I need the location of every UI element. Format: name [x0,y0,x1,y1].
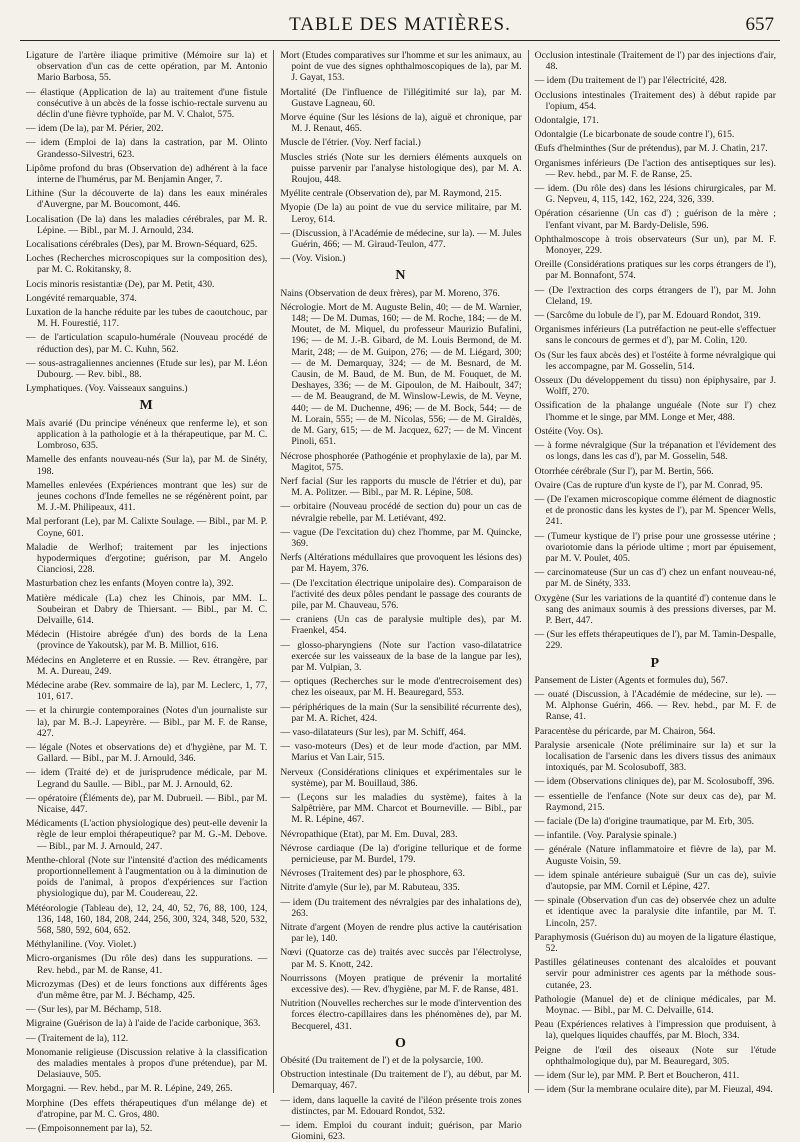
index-entry: Otorrhée cérébrale (Sur l'), par M. Bertin, 566. [534,465,714,477]
index-entry: — idem. (Du rôle des) dans les lésions chirurgicales, par M. G. Nepveu, 4, 115, 142, 162, 224, 326, 339. [534,183,776,206]
index-entry: — (De l'examen microscopique comme élément de diagnostic et de pronostic dans les kystes de l'), par M. Spencer Wells, 241. [534,493,776,528]
index-entry: Nitrate d'argent (Moyen de rendre plus active la cautérisation par le), 140. [280,922,522,945]
index-entry: Mamelle des enfants nouveau-nés (Sur la), par M. de Sinéty, 198. [26,454,268,477]
index-entry: — (De l'excitation électrique unipolaire des). Comparaison de l'activité des deux pôles pendant le passage des courants de pile, par M. Chauveau, 576. [280,577,522,611]
index-entry: — (Tumeur kystique de l') prise pour une grossesse utérine ; ovariotomie dans la période ultime ; mort par épuisement, par M. V. Poulet, 405. [534,530,776,564]
index-entry: — générale (Nature inflammatoire et fièvre de la), par M. Auguste Voisin, 59. [534,844,776,867]
index-entry: Osseux (Du développement du tissu) non épiphysaire, par J. Wolff, 270. [534,375,776,398]
index-entry: — vaso-dilatateurs (Sur les), par M. Schiff, 464. [280,726,466,738]
index-entry: Névroses (Traitement des) par le phosphore, 63. [280,868,465,880]
index-entry: Luxation de la hanche réduite par les tubes de caoutchouc, par M. H. Fourestié, 117. [26,307,268,330]
index-entry: Médecine arabe (Rev. sommaire de la), par M. Leclerc, 1, 77, 101, 617. [26,679,268,703]
index-entry: — idem. Emploi du courant induit; guérison, par Mario Giomini, 623. [280,1120,522,1142]
index-entry: Myopie (De la) au point de vue du service militaire, par M. Leroy, 614. [280,202,522,225]
index-column-left [20,50,273,1135]
index-entry: Obstruction intestinale (Du traitement de l'), au début, par M. Demarquay, 467. [280,1069,522,1092]
index-entry: Pathologie (Manuel de) et de clinique médicales, par M. Moynac. — Bibl., par M. C. Delvaille, 614. [534,993,776,1017]
index-entry: Nœvi (Quatorze cas de) traités avec succès par l'électrolyse, par M. S. Knott, 242. [280,947,522,970]
index-entry: Ostéite (Voy. Os). [534,425,604,437]
index-entry: Organismes inférieurs (De l'action des antiseptiques sur les). — Rev. hebd., par M. F. de Ranse, 25. [534,157,776,180]
index-entry: — idem spinale antérieure subaiguë (Sur un cas de), suivie d'autopsie, par MM. Cornil et Lépine, 427. [534,869,776,892]
index-entry: — spinale (Observation d'un cas de) observée chez un adulte et identique avec la paralysie dite infantile, par M. T. Lincoln, 257. [534,895,776,929]
index-entry: Lipôme profond du bras (Observation de) adhérent à la face interne de l'humérus, par M. Benjamin Anger, 7. [26,162,268,186]
index-entry: Paracentèse du péricarde, par M. Chairon, 564. [534,725,716,737]
index-entry: Nitrite d'amyle (Sur le), par M. Rabuteau, 335. [280,882,460,894]
index-entry: Nécrologie. Mort de M. Auguste Belin, 40; — de M. Warnier, 148; — De M. Dumas, 160; — de M. Roche, 184; — de M. Moutet, de M. Miquel, du professeur Maurizio Bufalini, 196; — de M. J.-B. Gibard, de M. Louis Bermond, de M. Marit, 248; — de M. Guipon, 276; — de M. Liégard, 300; — de M. Demarquay, 324; — de M. Besnard, de M. Causin, de M. Baud, de M. Bun, de M. Fouquet, de M. Deshayes, 336; — de M. Gipoulon, de M. Haiboult, 347; — de M. Beaugrand, de M. Winslow-Lewis, de M. Veyne, 440; — de M. Duchenne, 496; — de M. Bock, 544; — de M. Lorain, 555; — de M. Nicolas, 556; — de M. Giraldès, de M. Gary, 615; — de M. Jacquez, 627; — de M. Vincent Pinoli, 651. [280,301,522,448]
index-entry: Maladie de Werlhof; traitement par les injections hypodermiques d'ergotine; guérison, par M. Angelo Cianciosi, 228. [26,541,268,576]
index-entry: Névropathique (Etat), par M. Em. Duval, 283. [280,828,458,840]
index-entry: — idem (Emploi de la) dans la castration, par M. Olinto Grandesso-Silvestri, 623. [26,137,268,160]
section-letter: N [395,268,407,284]
index-entry: — (Sarcôme du lobule de l'), par M. Edouard Rondot, 319. [534,310,761,322]
index-entry: Mamelles enlevées (Expériences montrant que les) sur de jeunes cochons d'Inde femelles ne se régénèrent point, par M. J.-M. Philipeaux, 411. [26,479,268,514]
index-entry: — idem (De la), par M. Périer, 202. [26,123,164,135]
index-entry: Mortalité (De l'influence de l'illégitimité sur la), par M. Gustave Lagneau, 60. [280,86,522,109]
index-entry: — vague (De l'excitation du) chez l'homme, par M. Quincke, 369. [280,526,522,549]
index-column-middle [273,50,527,1142]
index-entry: Muscle de l'étrier. (Voy. Nerf facial.) [280,137,421,149]
index-entry: Médicaments (L'action physiologique des) peut-elle devenir la règle de leur emploi thérapeutique? par M. G.-M. Debove. — Bibl., par M. J. Arnould, 247. [26,818,268,852]
index-entry: Loches (Recherches microscopiques sur la composition des), par M. C. Rokitansky, 8. [26,253,268,276]
index-entry: Morphine (Des effets thérapeutiques d'un mélange de) et d'atropine, par M. C. Gros, 480. [26,1097,268,1120]
index-entry: — élastique (Application de la) au traitement d'une fistule consécutive à un abcès de la fosse ischio-rectale survenu au déclin d'une fièvre typhoïde, par M. V. Chalot, 575. [26,86,268,121]
index-entry: Menthe-chloral (Note sur l'intensité d'action des médicaments proportionnellement à l'augmentation ou à la diminution de poids de l'animal, à propos d'expériences sur l'action physiologique du), par M. Coudereau, 22. [26,854,268,900]
index-entry: — opératoire (Éléments de), par M. Dubrueil. — Bibl., par M. Nicaise, 447. [26,792,268,815]
index-entry: Ligature de l'artère iliaque primitive (Mémoire sur la) et observation d'un cas de cette opération, par M. Antonio Mario Barbosa, 55. [26,50,268,84]
index-entry: — carcinomateuse (Sur un cas d') chez un enfant nouveau-né, par M. de Sinéty, 333. [534,567,776,590]
index-entry: Occlusions intestinales (Traitement des) à début rapide par l'opium, 454. [534,89,776,112]
index-entry: Mort (Etudes comparatives sur l'homme et sur les animaux, au point de vue des signes ophthalmoscopiques de la), par M. J. Gayat, 153. [280,50,522,84]
page-number: 657 [745,14,774,35]
index-entry: Matière médicale (La) chez les Chinois, par MM. L. Soubeiran et Dabry de Thiersant. — Bibl., par M. C. Delvaille, 614. [26,592,268,626]
index-entry: Ossification de la phalange unguéale (Note sur l') chez l'homme et le singe, par MM. Longe et Mer, 488. [534,400,776,423]
index-columns [20,50,782,1142]
index-entry: — légale (Notes et observations de) et d'hygiène, par M. T. Gallard. — Bibl., par M. J. Arnould, 346. [26,741,268,765]
index-entry: — idem (Du traitement de l') par l'électricité, 428. [534,75,727,87]
index-entry: Migraine (Guérison de la) à l'aide de l'acide carbonique, 363. [26,1018,261,1030]
index-entry: — de l'articulation scapulo-humérale (Nouveau procédé de réduction des), par M. C. Kuhn, 562. [26,332,268,355]
index-entry: Localisation (De la) dans les maladies cérébrales, par M. R. Lépine. — Bibl., par M. J. Arnould, 234. [26,213,268,236]
index-entry: Oxygène (Sur les variations de la quantité d') contenue dans le sang des animaux soumis à des pressions diverses, par M. P. Bert, 447. [534,592,776,626]
page-header [20,14,780,41]
index-entry: — optiques (Recherches sur le mode d'entrecroisement des) chez les oiseaux, par M. H. Beauregard, 553. [280,676,522,699]
index-entry: Longévité remarquable, 374. [26,292,137,304]
index-entry: — idem (Sur la membrane oculaire dite), par M. Fieuzal, 494. [534,1084,773,1096]
index-entry: Méthylaniline. (Voy. Violet.) [26,939,137,951]
index-entry: Odontalgie, 171. [534,115,599,127]
index-entry: Nerfs (Altérations médullaires que provoquent les lésions des) par M. Hayem, 376. [280,552,522,575]
index-entry: Ovaire (Cas de rupture d'un kyste de l'), par M. Conrad, 95. [534,479,763,491]
index-entry: Nerf facial (Sur les rapports du muscle de l'étrier et du), par M. A. Politzer. — Bibl., par M. R. Lépine, 508. [280,475,522,499]
index-entry: Ophthalmoscope à trois observateurs (Sur un), par M. F. Monoyer, 229. [534,233,776,257]
index-entry: Médecin (Histoire abrégée d'un) des bords de la Lena (province de Yakoutsk), par M. B. Milliot, 616. [26,629,268,652]
index-entry: — (Voy. Vision.) [280,253,346,265]
index-entry: Nutrition (Nouvelles recherches sur le mode d'intervention des forces électro-capillaires dans les phénomènes de), par M. Becquerel, 431. [280,998,522,1032]
index-entry: Odontalgie (Le bicarbonate de soude contre l'), 615. [534,129,735,141]
index-entry: — et la chirurgie contemporaines (Notes d'un journaliste sur la), par M. B.-J. Lapeyrère. — Bibl., par M. F. de Ranse, 427. [26,705,268,739]
index-entry: Nains (Observation de deux frères), par M. Moreno, 376. [280,287,500,299]
index-entry: — essentielle de l'enfance (Note sur deux cas de), par M. Raymond, 215. [534,790,776,813]
index-entry: — ouaté (Discussion, à l'Académie de médecine, sur le). — M. Alphonse Guérin, 466. — Rev. hebd., par M. F. de Ranse, 41. [534,688,776,723]
index-entry: — idem, dans laquelle la cavité de l'iléon présente trois zones distinctes, par M. Edouard Rondot, 532. [280,1094,522,1117]
index-entry: Obésité (Du traitement de l') et de la polysarcie, 100. [280,1055,484,1067]
index-entry: — idem (Observations cliniques de), par M. Scolosuboff, 396. [534,776,775,788]
index-entry: Névrose cardiaque (De la) d'origine tellurique et de forme pernicieuse, par M. Burdel, 179. [280,842,522,865]
index-entry: — (Sur les), par M. Béchamp, 518. [26,1004,162,1016]
index-entry: Lithine (Sur la découverte de la) dans les eaux minérales d'Auvergne, par M. Boucomont, 446. [26,188,268,211]
index-entry: Paralysie arsenicale (Note préliminaire sur la) et sur la localisation de l'arsenic dans les divers tissus des animaux intoxiqués, par M. Scolosuboff, 383. [534,739,776,774]
index-entry: — (Leçons sur les maladies du système), faites à la Salpêtrière, par MM. Charcot et Bourneville. — Bibl., par M. R. Lépine, 467. [280,791,522,826]
index-entry: — périphériques de la main (Sur la sensibilité récurrente des), par M. A. Richet, 424. [280,701,522,724]
index-entry: — idem (Traité de) et de jurisprudence médicale, par M. Legrand du Saulle. — Bibl., par M. J. Arnould, 62. [26,767,268,790]
section-letter: P [650,655,661,671]
index-entry: Météorologie (Tableau de), 12, 24, 40, 52, 76, 88, 100, 124, 136, 148, 160, 184, 208, 244, 256, 300, 324, 348, 520, 532, 568, 580, 592, 604, 652. [26,902,268,937]
index-entry: — vaso-moteurs (Des) et de leur mode d'action, par MM. Marius et Van Lair, 515. [280,741,522,764]
section-letter: O [395,1035,407,1051]
index-entry: — (Traitement de la), 112. [26,1032,129,1044]
index-entry: Pansement de Lister (Agents et formules du), 567. [534,674,728,686]
index-entry: Microzymas (Des) et de leurs fonctions aux différents âges d'un même être, par M. J. Béchamp, 425. [26,978,268,1002]
index-entry: Locis minoris resistantiæ (De), par M. Petit, 430. [26,278,215,290]
index-entry: Mal perforant (Le), par M. Calixte Soulage. — Bibl., par M. P. Coyne, 601. [26,516,268,539]
section-letter: M [139,398,154,414]
index-entry: Occlusion intestinale (Traitement de l') par des injections d'air, 48. [534,50,776,73]
index-entry: Os (Sur les faux abcès des) et l'ostéite à forme névralgique qui les accompagne, par M. Gosselin, 514. [534,349,776,372]
index-entry: Morve équine (Sur les lésions de la), aiguë et chronique, par M. J. Renaut, 465. [280,112,522,135]
index-entry: — à forme névralgique (Sur la trépanation et l'évidement des os longs, dans les cas d'), par M. Gosselin, 548. [534,440,776,463]
index-entry: Œufs d'helminthes (Sur de prétendus), par M. J. Chatin, 217. [534,143,768,155]
index-entry: Nécrose phosphorée (Pathogénie et prophylaxie de la), par M. Magitot, 575. [280,450,522,473]
page-title: TABLE DES MATIÈRES. [289,14,511,35]
index-entry: — orbitaire (Nouveau procédé de section du) pour un cas de névralgie rebelle, par M. Letiévant, 492. [280,501,522,524]
index-column-right [528,50,782,1096]
index-entry: — glosso-pharyngiens (Note sur l'action vaso-dilatatrice exercée sur les vaisseaux de la base de la langue par les), par M. Vulpian, 3. [280,639,522,673]
index-entry: — sous-astragaliennes anciennes (Etude sur les), par M. Léon Dubourg. — Rev. bibl., 88. [26,357,268,381]
index-entry: — (Discussion, à l'Académie de médecine, sur la). — M. Jules Guérin, 466; — M. Giraud-Teulon, 477. [280,227,522,251]
index-entry: Paraphymosis (Guérison du) au moyen de la ligature élastique, 52. [534,931,776,955]
index-entry: — (De l'extraction des corps étrangers de l'), par M. John Cleland, 19. [534,284,776,307]
index-entry: Oreille (Considérations pratiques sur les corps étrangers de l'), par M. Bonnafont, 574. [534,259,776,282]
index-entry: Organismes inférieurs (La putréfaction ne peut-elle s'effectuer sans le concours de germes et d'), par M. Colin, 120. [534,324,776,347]
index-entry: — craniens (Un cas de paralysie multiple des), par M. Fraenkel, 454. [280,614,522,637]
index-entry: Muscles striés (Note sur les derniers éléments auxquels on puisse parvenir par l'analyse histologique des), par M. A. Roujou, 448. [280,151,522,186]
index-entry: Morgagni. — Rev. hebd., par M. R. Lépine, 249, 265. [26,1083,233,1095]
index-entry: Opération césarienne (Un cas d') ; guérison de la mère ; l'enfant vivant, par M. Bardy-Delisle, 596. [534,208,776,231]
index-entry: Monomanie religieuse (Discussion relative à la classification des maladies mentales à propos d'une prétendue), par M. Delasiauve, 505. [26,1046,268,1081]
index-entry: — (Empoisonnement par la), 52. [26,1123,153,1135]
index-entry: Myélite centrale (Observation de), par M. Raymond, 215. [280,188,502,200]
index-entry: Micro-organismes (Du rôle des) dans les suppurations. — Rev. hebd., par M. de Ranse, 41. [26,953,268,976]
index-entry: Peigne de l'œil des oiseaux (Note sur l'étude ophthalmologique du), par M. Beauregard, 305. [534,1044,776,1067]
index-entry: Médecins en Angleterre et en Russie. — Rev. étrangère, par M. A. Dureau, 249. [26,654,268,677]
index-entry: Localisations cérébrales (Des), par M. Brown-Séquard, 625. [26,239,258,251]
index-entry: — infantile. (Voy. Paralysie spinale.) [534,830,677,842]
index-entry: Nourrissons (Moyen pratique de prévenir la mortalité excessive des). — Rev. d'hygiène, par M. F. de Ranse, 481. [280,972,522,996]
index-entry: Masturbation chez les enfants (Moyen contre la), 392. [26,578,234,590]
index-entry: — idem (Sur le), par MM. P. Bert et Boucheron, 411. [534,1070,740,1082]
index-entry: Peau (Expériences relatives à l'impression que produisent, à la), quelques liquides chauffés, par M. Bloch, 334. [534,1019,776,1042]
index-entry: Maïs avarié (Du principe vénéneux que renferme le), et son application à la pathologie et à la thérapeutique, par M. C. Lombroso, 635. [26,417,268,452]
index-entry: Lymphatiques. (Voy. Vaisseaux sanguins.) [26,383,188,395]
index-entry: Pastilles gélatineuses contenant des alcaloïdes et pouvant servir pour administrer ces agents par la méthode sous-cutanée, 23. [534,957,776,991]
index-entry: Nerveux (Considérations cliniques et expérimentales sur le système), par M. Bouillaud, 386. [280,766,522,789]
index-entry: — idem (Du traitement des névralgies par des inhalations de), 263. [280,896,522,919]
index-entry: — (Sur les effets thérapeutiques de l'), par M. Tamin-Despalle, 229. [534,629,776,652]
index-entry: — faciale (De la) d'origine traumatique, par M. Erb, 305. [534,815,755,827]
